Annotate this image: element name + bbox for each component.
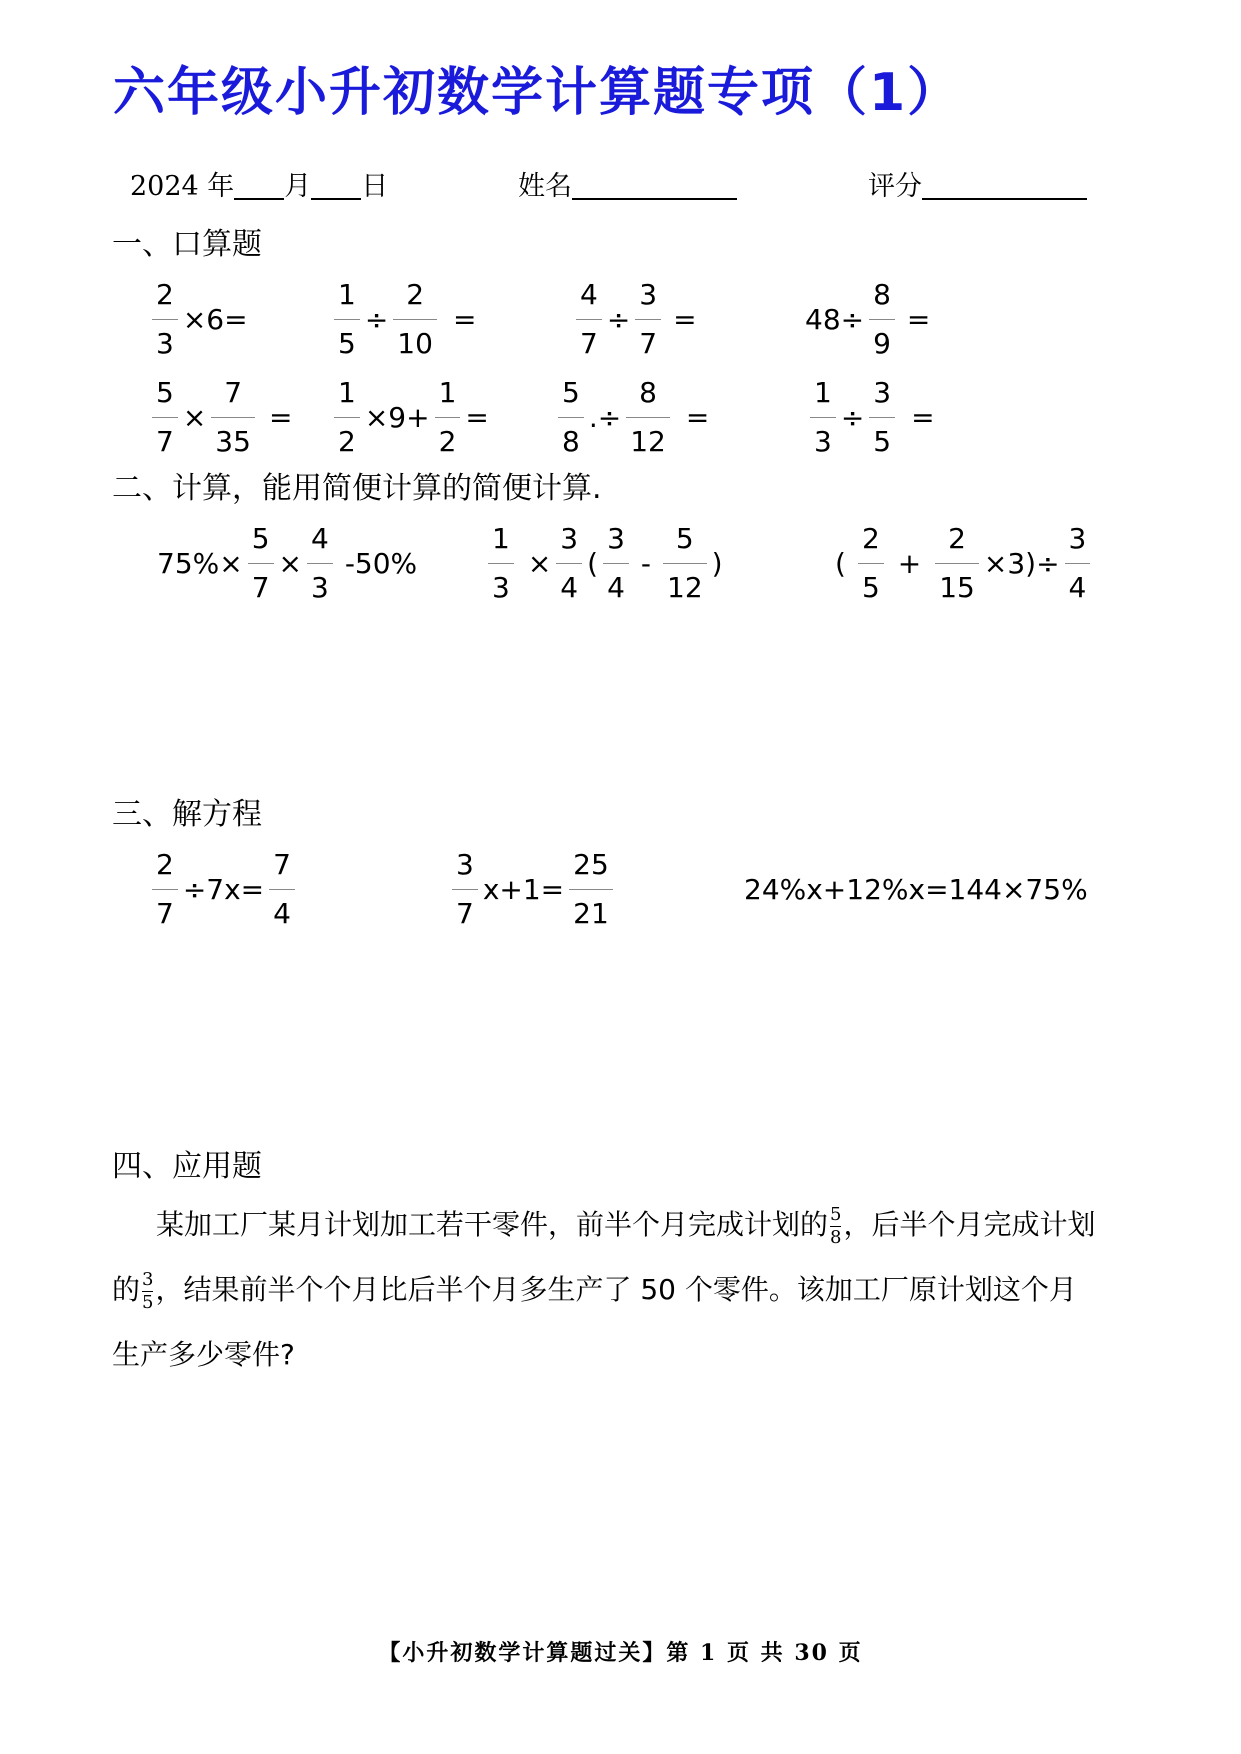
score-blank[interactable]: [922, 170, 1087, 200]
fraction: $\frac{4}{7}$: [576, 278, 602, 361]
fraction: $\frac{3}{4}$: [556, 522, 582, 605]
fraction: $\frac{5}{7}$: [248, 522, 274, 605]
fraction: $\frac{5}{8}$: [558, 376, 584, 459]
fraction: $\frac{1}{2}$: [435, 376, 461, 459]
section-heading-word-problem: 四、应用题: [112, 1149, 262, 1184]
fraction: $\frac{25}{21}$: [569, 848, 613, 931]
fraction: $\frac{1}{3}$: [488, 522, 514, 605]
calc-expr-2: $\frac{1}{3}$ × $\frac{3}{4}$ ( $\frac{3}{4}$ - $\frac{5}{12}$ ): [486, 522, 726, 605]
month-label: 月: [284, 171, 312, 202]
oral-expr-2: $\frac{1}{5}$ ÷ $\frac{2}{10}$ =: [332, 278, 479, 361]
fraction: $\frac{7}{4}$: [269, 848, 295, 931]
day-blank[interactable]: [311, 170, 361, 200]
fraction: $\frac{2}{10}$: [393, 278, 437, 361]
fraction: $\frac{1}{5}$: [334, 278, 360, 361]
fraction: $\frac{4}{3}$: [307, 522, 333, 605]
oral-expr-4: 48÷ $\frac{8}{9}$ =: [805, 278, 931, 360]
word-problem: 某加工厂某月计划加工若干零件，前半个月完成计划的 $\frac{5}{8}$ ，后半个月完成计划 的 $\frac{3}{5}$ ，结果前半个个月比后半个月多生产了 50 个零件。该加工厂原计划这个月 生产多少零件?: [112, 1203, 1096, 1371]
fraction: $\frac{5}{7}$: [152, 376, 178, 459]
section-heading-oral: 一、口算题: [112, 227, 262, 262]
equation-2: $\frac{3}{7}$ x+1= $\frac{25}{21}$: [450, 848, 615, 931]
calc-expr-1: 75%× $\frac{5}{7}$ × $\frac{4}{3}$ -50%: [157, 522, 418, 604]
page-footer: 【小升初数学计算题过关】第 1 页 共 30 页: [378, 1640, 863, 1666]
oral-expr-1: $\frac{2}{3}$ ×6=: [150, 278, 251, 361]
equation-3: 24%x+12%x=144×75%: [744, 873, 1088, 906]
oral-expr-7: $\frac{5}{8}$ .÷ $\frac{8}{12}$ =: [556, 376, 712, 459]
fraction: $\frac{3}{4}$: [603, 522, 629, 605]
fraction: $\frac{7}{35}$: [211, 376, 255, 459]
fraction: $\frac{1}{3}$: [810, 376, 836, 459]
fraction: $\frac{8}{9}$: [869, 278, 895, 361]
name-label: 姓名: [518, 171, 572, 202]
name-blank[interactable]: [572, 170, 737, 200]
fraction: $\frac{2}{15}$: [935, 522, 979, 605]
fraction: $\frac{3}{4}$: [1065, 522, 1091, 605]
fraction: $\frac{3}{7}$: [452, 848, 478, 931]
fraction: $\frac{5}{8}$: [830, 1203, 842, 1248]
fraction: $\frac{3}{7}$: [635, 278, 661, 361]
equation-1: $\frac{2}{7}$ ÷7x= $\frac{7}{4}$: [150, 848, 297, 931]
calc-expr-3: ( $\frac{2}{5}$ + $\frac{2}{15}$ ×3)÷ $\frac{3}{4}$: [832, 522, 1092, 605]
date-line: [130, 170, 388, 200]
fraction: $\frac{2}{5}$: [858, 522, 884, 605]
fraction: $\frac{1}{2}$: [334, 376, 360, 459]
month-blank[interactable]: [234, 170, 284, 200]
fraction: $\frac{2}{7}$: [152, 848, 178, 931]
oral-expr-5: $\frac{5}{7}$ × $\frac{7}{35}$ =: [150, 376, 295, 459]
oral-expr-8: $\frac{1}{3}$ ÷ $\frac{3}{5}$ =: [808, 376, 938, 459]
section-heading-equations: 三、解方程: [112, 797, 262, 832]
fraction: $\frac{2}{3}$: [152, 278, 178, 361]
score-label: 评分: [868, 171, 922, 202]
oral-expr-3: $\frac{4}{7}$ ÷ $\frac{3}{7}$ =: [574, 278, 700, 361]
score-line: [868, 170, 1087, 200]
oral-expr-6: $\frac{1}{2}$ ×9+ $\frac{1}{2}$ =: [332, 376, 492, 459]
fraction: $\frac{5}{12}$: [663, 522, 707, 605]
name-line: [518, 170, 737, 200]
day-label: 日: [361, 171, 389, 202]
worksheet-title: 六年级小升初数学计算题专项（1）: [113, 63, 962, 123]
year-label: 2024 年: [130, 171, 235, 202]
section-heading-calc: 二、计算，能用简便计算的简便计算.: [112, 471, 602, 506]
fraction: $\frac{8}{12}$: [626, 376, 670, 459]
fraction: $\frac{3}{5}$: [142, 1268, 154, 1313]
fraction: $\frac{3}{5}$: [869, 376, 895, 459]
